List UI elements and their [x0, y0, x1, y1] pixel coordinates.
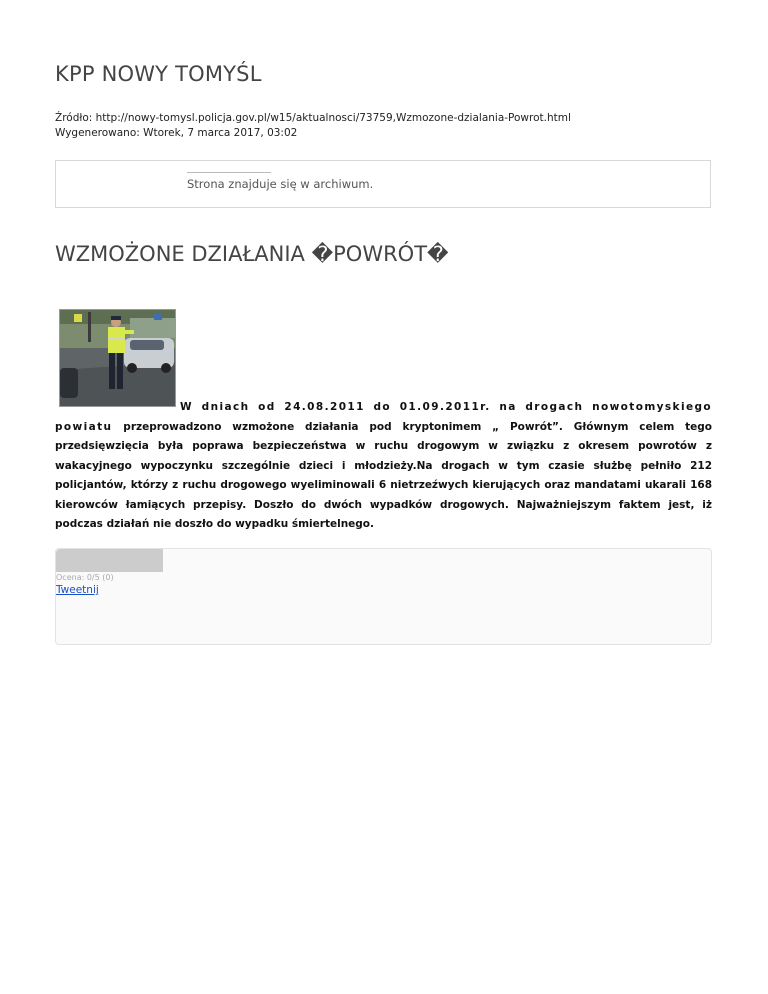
rating-label: Ocena: 0/5 (0): [56, 573, 114, 582]
source-url: Źródło: http://nowy-tomysl.policja.gov.pl/w15/aktualnosci/73759,Wzmozone-dzialania-Powrot.html: [55, 112, 571, 124]
police-officer-photo: [60, 310, 176, 407]
archive-divider: [187, 172, 271, 173]
article-body: [55, 398, 712, 535]
tweet-link[interactable]: Tweetnij: [56, 584, 99, 596]
rating-stars[interactable]: [56, 549, 163, 572]
article-text: przeprowadzono wzmożone działania pod kryptonimem „ Powrót”. Głównym celem tego przedsięwzięcia była poprawa bezpieczeństwa w ruchu drogowym w związku z okresem powrotów z wakacyjnego wypoczynku szczególnie dzieci i młodzieży.Na drogach w tym czasie służbę pełniło 212 policjantów, którzy z ruchu drogowego wyeliminowali 6 nietrzeźwych kierujących oraz mandatami ukarali 168 kierowców łamiących przepisy. Doszło do dwóch wypadków drogowych. Najważniejszym faktem jest, iż podczas działań nie doszło do wypadku śmiertelnego.: [55, 420, 712, 530]
article-lead: W dniach od 24.08.2011 do 01.09.2011r. na drogach nowotomyskiego powiatu: [55, 401, 712, 433]
article-photo: [59, 309, 176, 407]
page-meta: [55, 111, 571, 141]
generated-date: Wygenerowano: Wtorek, 7 marca 2017, 03:02: [55, 127, 298, 139]
site-title: KPP NOWY TOMYŚL: [55, 62, 262, 86]
rating-box: [55, 548, 712, 645]
archive-notice: Strona znajduje się w archiwum.: [187, 177, 374, 191]
article-title: WZMOŻONE DZIAŁANIA �POWRÓT�: [55, 242, 449, 266]
archive-notice-box: [55, 160, 711, 208]
